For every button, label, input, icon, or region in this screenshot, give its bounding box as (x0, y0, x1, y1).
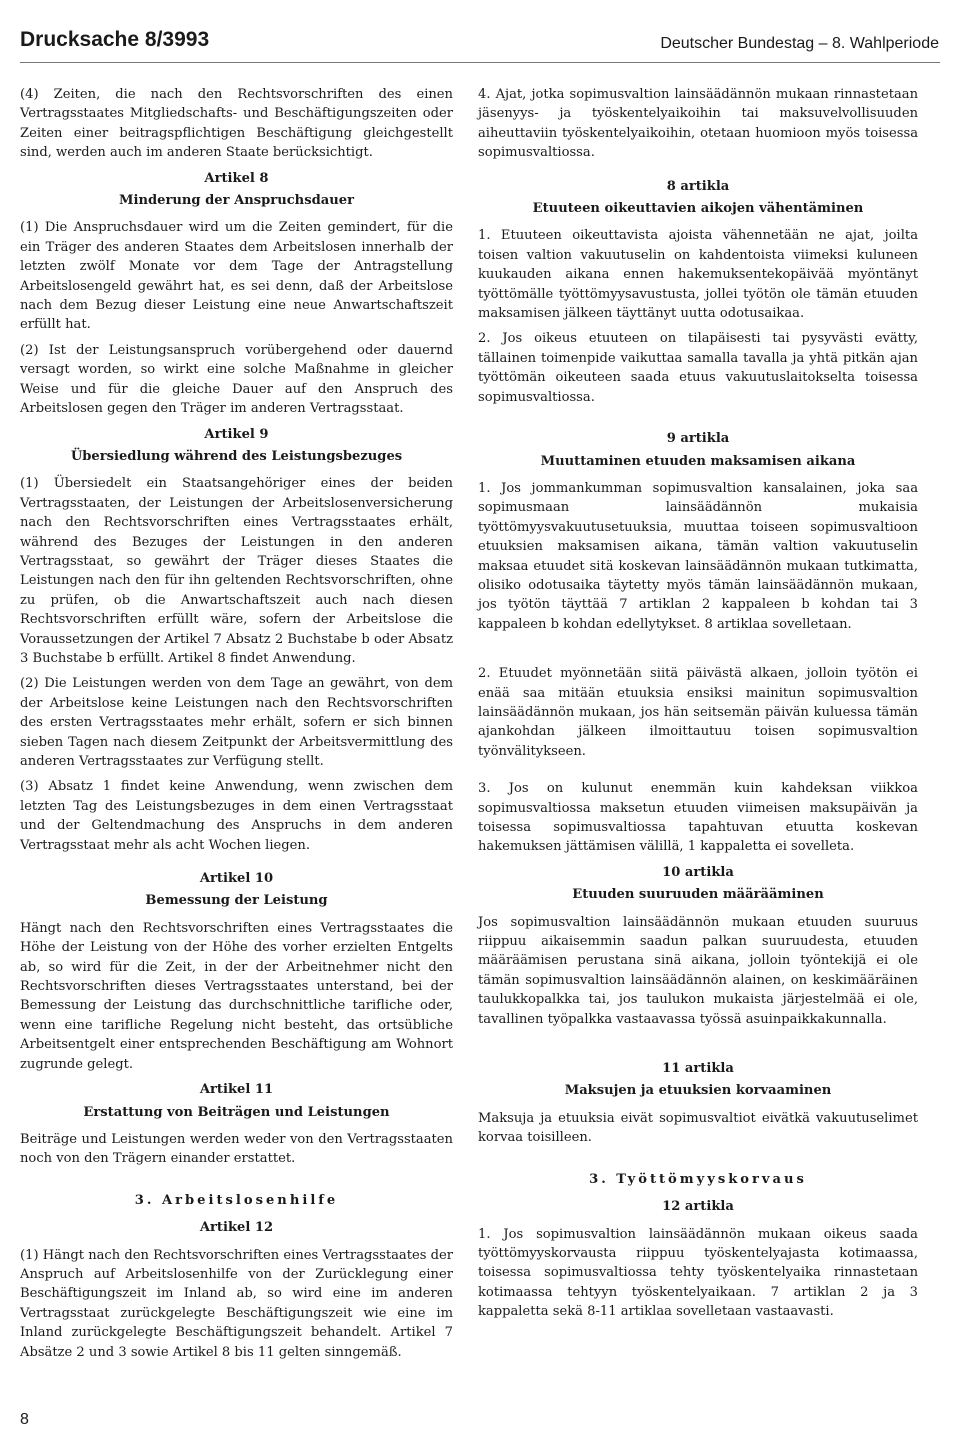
paragraph: 2. Etuudet myönnetään siitä päivästä alkaen, jolloin työtön ei enää saa mitään etuuksia ensiksi mainitun sopimusvaltion lainsäädännön mukaan, jos hän seitsemän päivän kuluessa tämän ajankohdan jälkeen ilmoittautuu toisen sopimusvaltion työnvälitykseen. (478, 666, 918, 759)
article-subheading: Etuuden suuruuden määrääminen (572, 887, 824, 903)
article-subheading: Minderung der Anspruchsdauer (119, 193, 354, 209)
article-subheading: Erstattung von Beiträgen und Leistungen (83, 1104, 390, 1120)
paragraph: 1. Jos sopimusvaltion lainsäädännön mukaan oikeus saada työttömyyskorvausta riippuu työskentelyajasta kotimaassa, toisessa sopimusvaltiossa tehty työskentelyaika rinnastetaan kotimaassa tehtyyn työskentelyaikaan. 7 artiklan 2 ja 3 kappaletta sekä 8-11 artiklaa sovelletaan vastaavasti. (478, 1226, 918, 1320)
article-subheading: Etuuteen oikeuttavien aikojen vähentäminen (532, 201, 864, 217)
paragraph: (2) Ist der Leistungsanspruch vorübergehend oder dauernd versagt worden, so wirkt eine solche Maßnahme in gleicher Weise und für die gleiche Dauer auf den Anspruch des Arbeitslosen gegen den Träger im anderen Vertragsstaat. (20, 342, 453, 417)
paragraph: (1) Die Anspruchsdauer wird um die Zeiten gemindert, für die ein Träger des anderen Staates dem Arbeitslosen innerhalb der letzten zwölf Monate vor dem Tage der Antragstellung Arbeitslosengeld gewährt hat, es sei denn, daß der Arbeitslose nach dem Bezug dieser Leistung eine neue Anwartschaftszeit erfüllt hat. (20, 220, 453, 333)
paragraph: (1) Übersiedelt ein Staatsangehöriger eines der beiden Vertragsstaaten, der Leistungen der Arbeitslosenversicherung nach den Rechtsvorschriften eines Vertragsstaates erhält, während des Bezuges der Leistungen in den anderen Vertragsstaat, so gewährt der Träger dieses Staates die Leistungen nach den für ihn geltenden Rechtsvorschriften, ohne zu prüfen, ob die Anwartschaftszeit auch nach diesen Rechtsvorschriften erfüllt wäre, sofern der Arbeitslose die Voraussetzungen der Artikel 7 Absatz 2 Buchstabe b oder Absatz 3 Buchstabe b erfüllt. Artikel 8 findet Anwendung. (20, 476, 453, 666)
paragraph: 1. Etuuteen oikeuttavista ajoista vähennetään ne ajat, joilta toisen valtion vakuutuselin on kahdentoista viimeksi kuluneen kuukauden aikana ennen hakemuksentekopäivää myöntänyt työttömälle työttömyysavustusta, jollei työtön ole tämän etuuden maksamisen jälkeen täyttänyt uutta odotusaikaa. (478, 228, 918, 322)
german-column (20, 85, 453, 1368)
article-heading: Artikel 11 (199, 1082, 274, 1098)
paragraph: Beiträge und Leistungen werden weder von den Vertragsstaaten noch von den Trägern einander erstattet. (20, 1131, 453, 1167)
paragraph: Jos sopimusvaltion lainsäädännön mukaan etuuden suuruus riippuu aikaisemmin saadun palkan suuruudesta, etuuden määräämisen perustana sinä aikana, jolloin työntekijä ei ole tämän sopimusvaltion lainsäädännön alainen, on keskimääräinen taulukkopalkka tai, jos taulukon mukaista järjestelmää ei ole, tavallinen työpalkka vastaavassa työssä asuinpaikkakunnalla. (478, 914, 918, 1027)
article-heading: Artikel 10 (199, 871, 274, 887)
paragraph: 2. Jos oikeus etuuteen on tilapäisesti tai pysyvästi evätty, tällainen toimenpide vaikuttaa samalla tavalla ja yhtä pitkän ajan työttömän oikeuteen saada etuus vakuutuslaitokselta toisessa sopimusvaltiossa. (478, 331, 918, 405)
paragraph: (3) Absatz 1 findet keine Anwendung, wenn zwischen dem letzten Tag des Leistungsbezuges in dem einen Vertragsstaat und der Geltendmachung des Anspruchs in dem anderen Vertragsstaat mehr als acht Wochen liegen. (20, 779, 453, 853)
paragraph: 4. Ajat, jotka sopimusvaltion lainsäädännön mukaan rinnastetaan jäsenyys- ja työskentelyaikoihin tai maksuvelvollisuuden aiheuttaviin työskentelyaikoihin, otetaan huomioon myös toisessa sopimusvaltiossa. (478, 87, 918, 161)
parliament-period: Deutscher Bundestag – 8. Wahlperiode (660, 35, 939, 52)
page-header (20, 28, 940, 62)
page-number: 8 (20, 1411, 29, 1428)
section-heading: 3. Arbeitslosenhilfe (134, 1192, 339, 1208)
header-rule (20, 62, 940, 63)
paragraph: (4) Zeiten, die nach den Rechtsvorschriften des einen Vertragsstaates Mitgliedschafts- und Beschäftigungszeiten oder Zeiten einer beitragspflichtigen Beschäftigung gleichgestellt sind, werden auch im anderen Staate berücksichtigt. (20, 87, 453, 161)
article-heading: 11 artikla (662, 1061, 734, 1077)
article-heading: Artikel 9 (204, 426, 269, 442)
article-heading: 8 artikla (666, 178, 730, 194)
paragraph: Maksuja ja etuuksia eivät sopimusvaltiot eivätkä vakuutuselimet korvaa toisilleen. (478, 1110, 918, 1146)
paragraph: 3. Jos on kulunut enemmän kuin kahdeksan viikkoa sopimusvaltiossa maksetun etuuden viimeisen maksupäivän ja toisessa sopimusvaltiossa tapahtuvan etuutta koskevan hakemuksen jättämisen välillä, 1 kappaletta ei sovelleta. (478, 781, 918, 855)
paragraph: (1) Hängt nach den Rechtsvorschriften eines Vertragsstaates der Anspruch auf Arbeitslosenhilfe von der Zurücklegung einer Beschäftigungszeit im Inland ab, so wird eine im anderen Vertragsstaat zurückgelegte Beschäftigungszeit wie eine im Inland zurückgelegte Beschäftigungszeit behandelt. Artikel 7 Absätze 2 und 3 sowie Artikel 8 bis 11 gelten sinngemäß. (20, 1247, 453, 1360)
article-subheading: Bemessung der Leistung (145, 893, 328, 909)
section-heading: 3. Työttömyyskorvaus (589, 1171, 807, 1187)
article-heading: Artikel 12 (199, 1220, 274, 1236)
document-number: Drucksache 8/3993 (20, 28, 210, 51)
article-subheading: Übersiedlung während des Leistungsbezuges (70, 448, 403, 464)
paragraph: 1. Jos jommankumman sopimusvaltion kansalainen, joka saa sopimusmaan lainsäädännön mukaisia työttömyysvakuutusetuuksia, muuttaa toiseen sopimusvaltioon etuuksien maksamisen aikana, tämän valtion vakuutuselin maksaa etuudet sitä koskevan lainsäädännön mukaan tutkimatta, olisiko odotusaika täytetty myös tämän lainsäädännön mukaan, jos työtön täyttää 7 artiklan 2 kappaleen b kohdan tai 3 kappaleen b kohdan edellytykset. 8 artiklaa sovelletaan. (478, 480, 918, 632)
article-heading: 9 artikla (666, 431, 730, 447)
paragraph: Hängt nach den Rechtsvorschriften eines Vertragsstaates die Höhe der Leistung von der Höhe des vorher erzielten Entgelts ab, so wird für die Zeit, in der der Arbeitnehmer nicht den Rechtsvorschriften dieses Vertragsstaates unterstand, bei der Bemessung der Leistung das durchschnittliche tarifliche oder, wenn eine tarifliche Regelung nicht besteht, das ortsübliche Arbeitsentgelt einer entsprechenden Beschäftigung am Wohnort zugrunde gelegt. (20, 920, 453, 1072)
finnish-column (478, 85, 918, 1328)
article-subheading: Muuttaminen etuuden maksamisen aikana (540, 453, 856, 469)
article-heading: 10 artikla (662, 864, 734, 880)
article-heading: Artikel 8 (204, 170, 269, 186)
article-heading: 12 artikla (662, 1199, 734, 1215)
paragraph: (2) Die Leistungen werden von dem Tage an gewährt, von dem der Arbeitslose keine Leistungen nach den Rechtsvorschriften des ersten Vertragsstaates mehr erhält, sofern er sich binnen sieben Tagen nach diesem Zeitpunkt der Arbeitsvermittlung des anderen Vertragsstaates zur Verfügung stellt. (20, 676, 453, 769)
article-subheading: Maksujen ja etuuksien korvaaminen (564, 1083, 832, 1099)
